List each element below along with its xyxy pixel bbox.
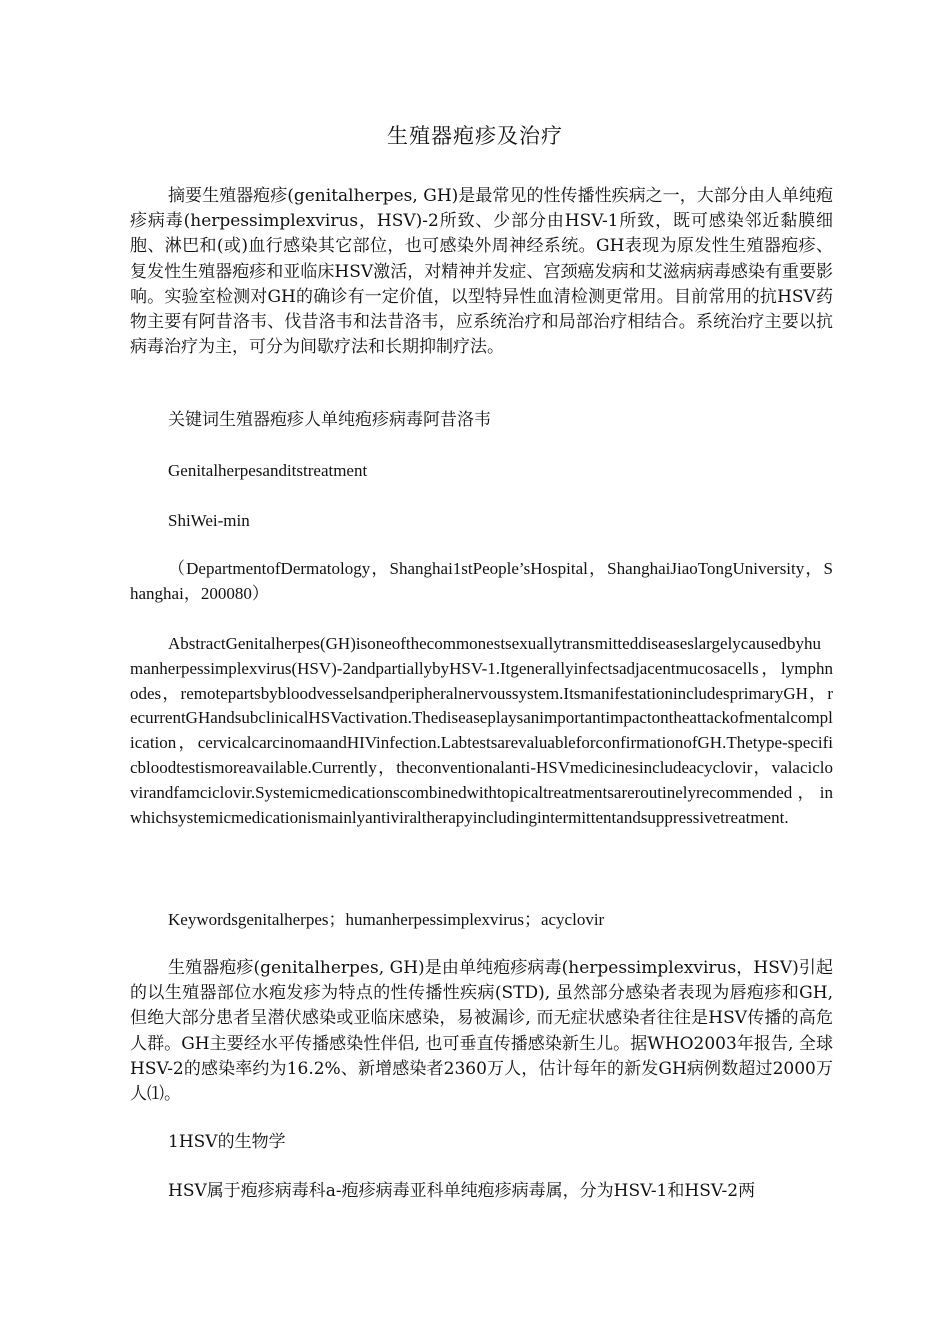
abstract-english: AbstractGenitalherpes(GH)isoneofthecommonestsexuallytransmitteddiseaseslargelycausedbyhumanherpessimplexvirus(HSV)-2andpartiallybyHSV-1.Itgenerallyinfectsadjacentmucosacells，lymphnodes，remotepartsbybloodvesselsandperipheralnervoussystem.ItsmanifestationincludesprimaryGH，recurrentGHandsubclinicalHSVactivation.Thediseaseplaysanimportantimpactontheattackofmentalcomplication，cervicalcarcinomaandHIVinfection.LabtestsarevaluableforconfirmationofGH.Thetype-specificbloodtestismoreavailable.Currently，theconventionalanti-HSVmedicinesincludeacyclovir，valaciclovirandfamciclovir.Systemicmedicationscombinedwithtopicaltreatmentsareroutinelyrecommended，inwhichsystemicmedicationismainlyantiviraltherapyincludingintermittentandsuppressivetreatment. bbox=[130, 634, 833, 827]
section-body-text: HSV属于疱疹病毒科a-疱疹病毒亚科单纯疱疹病毒属，分为HSV-1和HSV-2两 bbox=[168, 1181, 756, 1201]
author-name: ShiWei-min bbox=[168, 511, 250, 530]
keywords-chinese: 关键词生殖器疱疹人单纯疱疹病毒阿昔洛韦 bbox=[168, 410, 491, 430]
document-title: 生殖器疱疹及治疗 bbox=[387, 124, 563, 148]
english-title: Genitalherpesanditstreatment bbox=[168, 461, 368, 480]
abstract-chinese: 摘要生殖器疱疹(genitalherpes, GH)是最常见的性传播性疾病之一，大部分由人单纯疱疹病毒(herpessimplexvirus，HSV)-2所致、少部分由HSV-1所致，既可感染邻近黏膜细胞、淋巴和(或)血行感染其它部位，也可感染外周神经系统。GH表现为原发性生殖器疱疹、复发性生殖器疱疹和亚临床HSV激活，对精神并发症、宫颈癌发病和艾滋病病毒感染有重要影响。实验室检测对GH的确诊有一定价值，以型特异性血清检测更常用。目前常用的抗HSV药物主要有阿昔洛韦、伐昔洛韦和法昔洛韦，应系统治疗和局部治疗相结合。系统治疗主要以抗病毒治疗为主，可分为间歇疗法和长期抑制疗法。 bbox=[130, 186, 833, 358]
section-heading-hsv-biology: 1HSV的生物学 bbox=[168, 1132, 286, 1152]
introduction-paragraph: 生殖器疱疹(genitalherpes, GH)是由单纯疱疹病毒(herpessimplexvirus，HSV)引起的以生殖器部位水疱发疹为特点的性传播性疾病(STD), 虽然部分感染者表现为唇疱疹和GH,但绝大部分患者呈潜伏感染或亚临床感染，易被漏诊, 而无症状感染者往往是HSV传播的高危人群。GH主要经水平传播感染性伴侣, 也可垂直传播感染新生儿。据WHO2003年报告, 全球HSV-2的感染率约为16.2%、新增感染者2360万人，估计每年的新发GH病例数超过2000万人⑴。 bbox=[130, 958, 833, 1105]
keywords-english: Keywordsgenitalherpes；humanherpessimplexvirus；acyclovir bbox=[168, 910, 605, 929]
author-affiliation: （DepartmentofDermatology，Shanghai1stPeople’sHospital，ShanghaiJiaoTongUniversity，Shanghai，200080） bbox=[130, 559, 833, 603]
